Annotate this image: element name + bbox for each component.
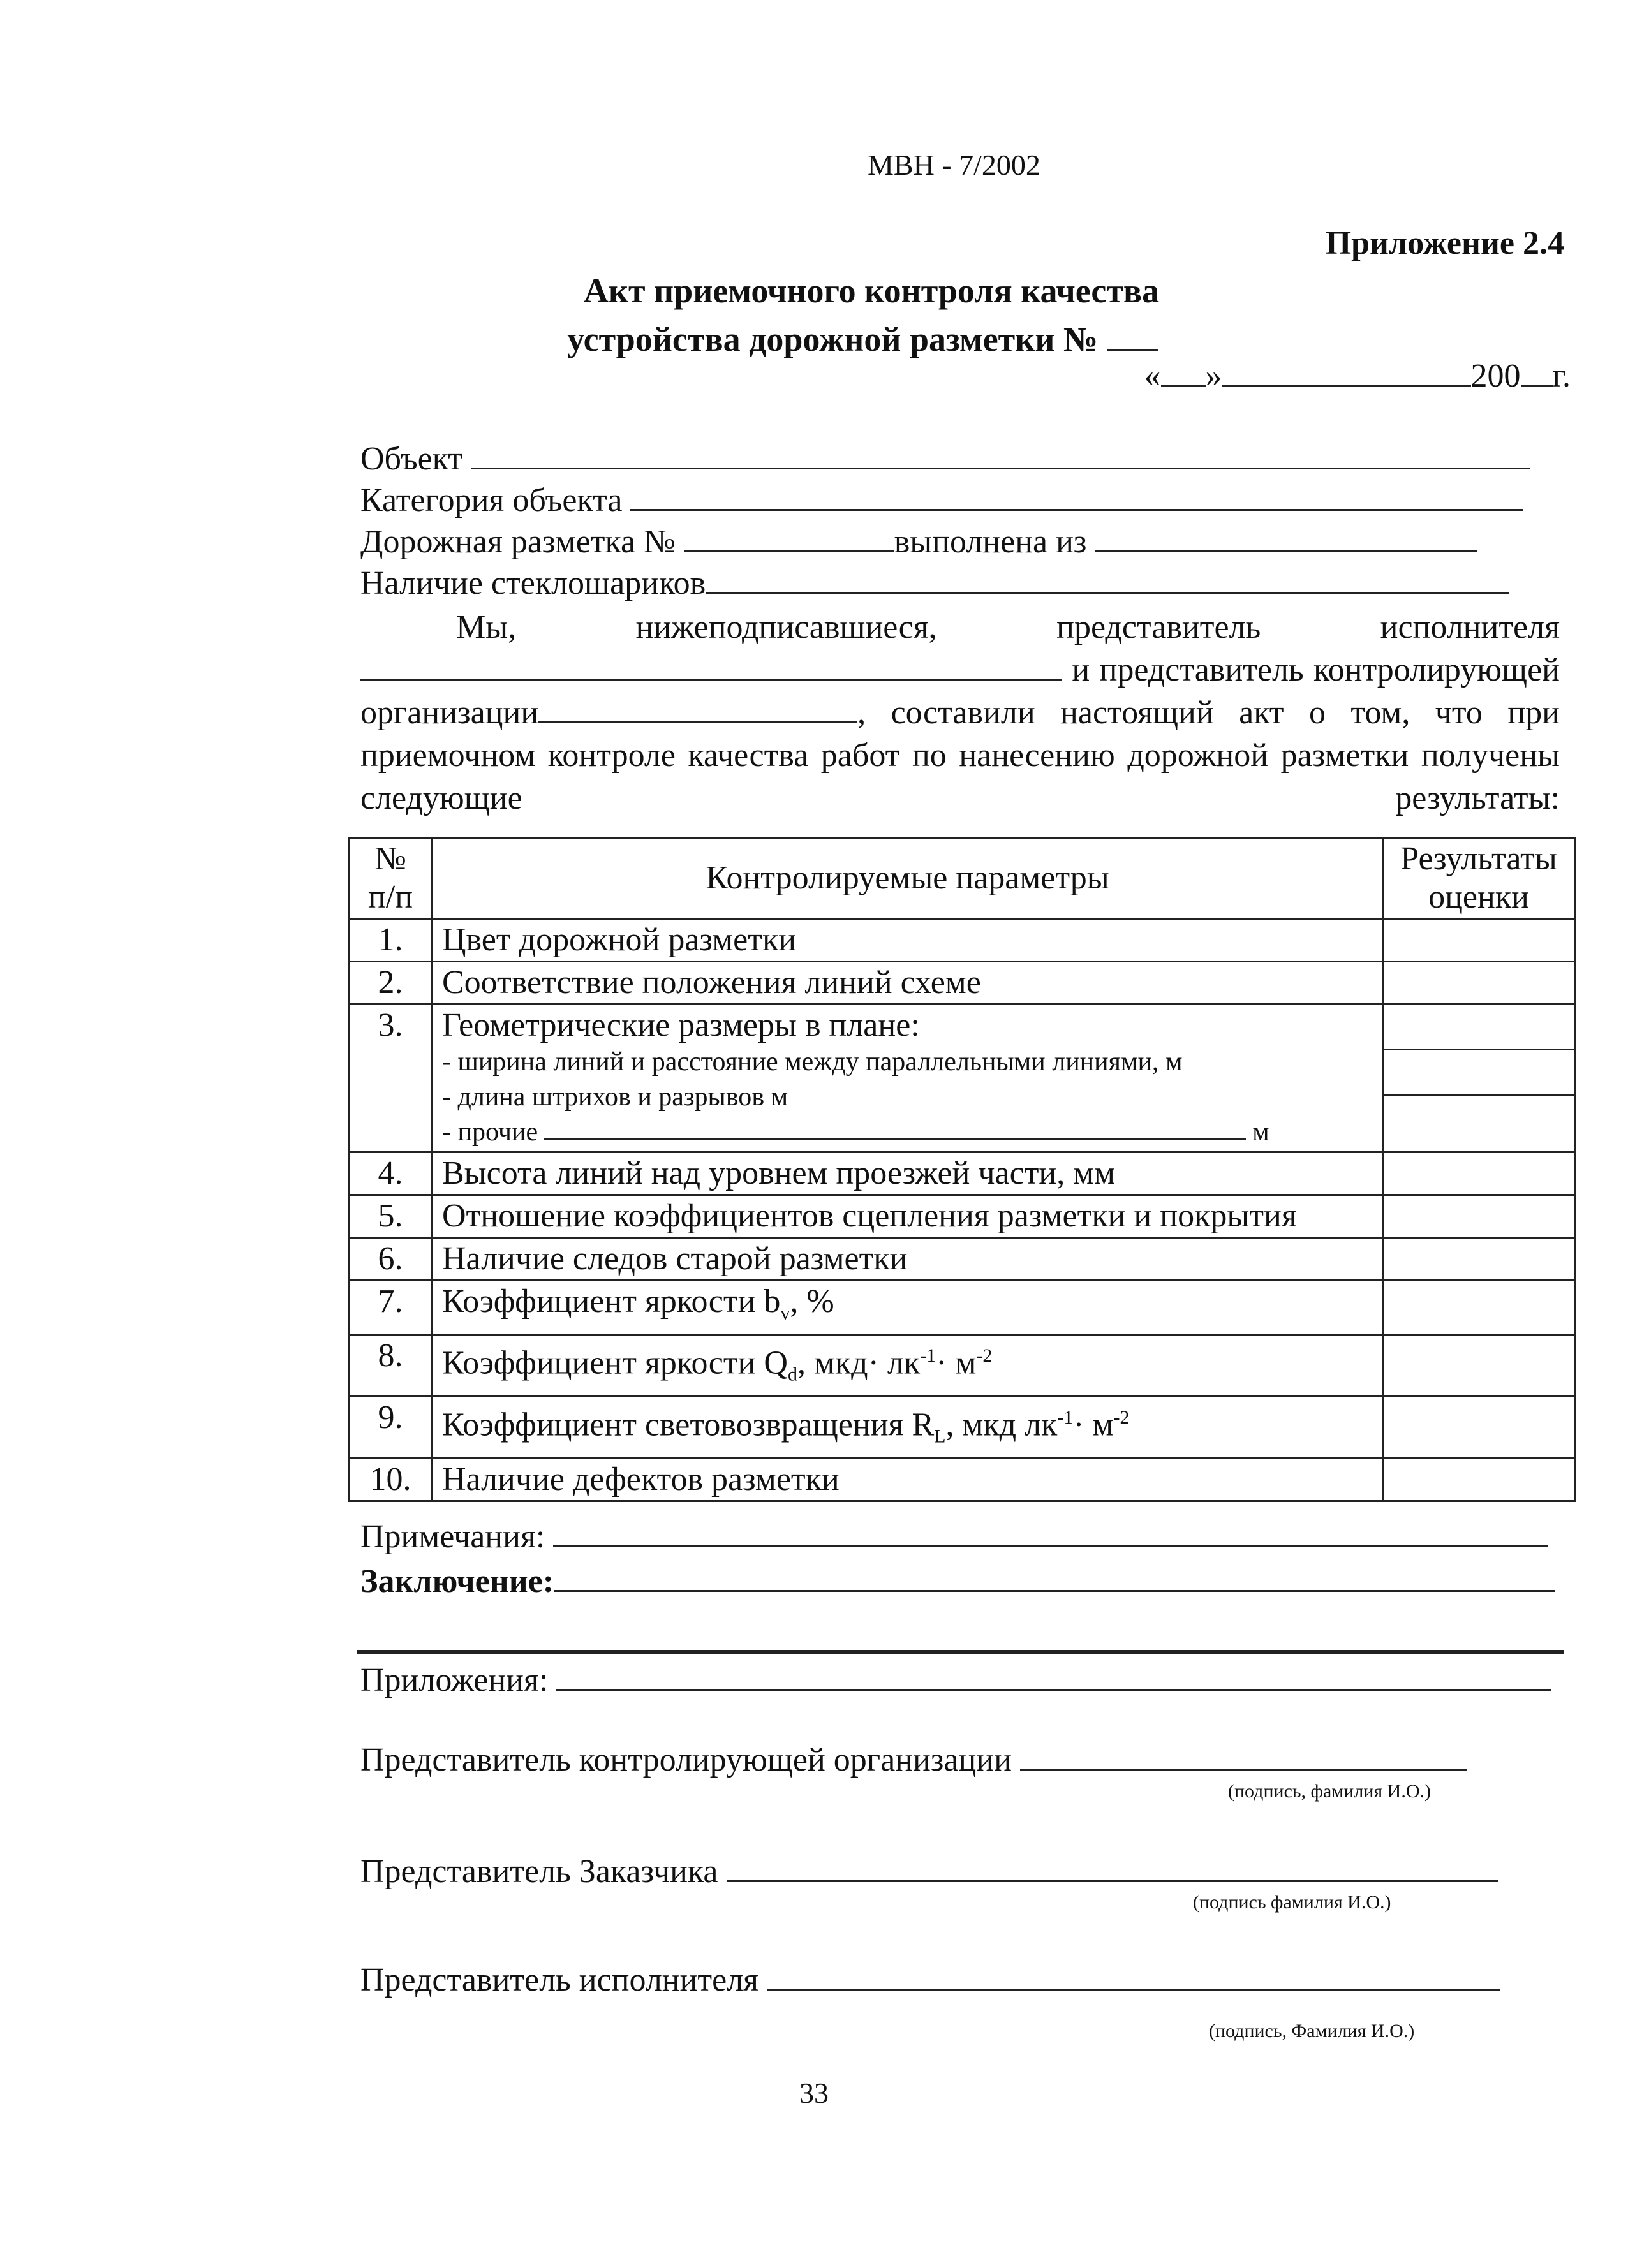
- row-number: 2.: [349, 962, 433, 1005]
- param-tail-2: · м: [936, 1344, 977, 1381]
- control-org-blank: [538, 696, 857, 723]
- param-tail: , %: [790, 1283, 834, 1320]
- year-suffix: г.: [1552, 358, 1571, 394]
- act-number-blank: [1107, 323, 1158, 351]
- row-number: 4.: [349, 1152, 433, 1195]
- conclusion-blank: [554, 1565, 1555, 1592]
- object-label: Объект: [360, 441, 463, 477]
- conclusion-field: [360, 1563, 1555, 1600]
- para-rest: , составили настоящий акт о том, что при приемочном контроле качества работ по нанесению дорожной разметки получены следующие результаты:: [360, 695, 1560, 816]
- table-row: [349, 1005, 1575, 1152]
- made-from-label: выполнена из: [894, 524, 1087, 560]
- date-open-quote: «: [1144, 358, 1161, 394]
- row-number: 1.: [349, 919, 433, 962]
- param-tail: , мкд· лк: [797, 1344, 921, 1381]
- category-blank: [630, 483, 1523, 511]
- superscript-1: -1: [920, 1345, 936, 1367]
- superscript-2: -2: [976, 1345, 993, 1367]
- param-tail: , мкд лк: [945, 1406, 1058, 1443]
- attachments-label: Приложения:: [360, 1662, 549, 1698]
- object-blank: [471, 442, 1530, 469]
- title-line-2: [0, 316, 1628, 362]
- signature-contractor: [360, 1961, 1500, 1999]
- conclusion-extra-line: [357, 1650, 1564, 1654]
- row-number: 5.: [349, 1195, 433, 1238]
- customer-signature-line: [727, 1855, 1499, 1882]
- table-row: [349, 1152, 1575, 1195]
- param-text: Коэффициент яркости b: [442, 1283, 781, 1320]
- col-header-result: Результаты оценки: [1383, 838, 1575, 919]
- subscript-v: v: [780, 1302, 790, 1324]
- signature-control-org: [360, 1741, 1467, 1779]
- result-slot: [1384, 1050, 1574, 1096]
- customer-label: Представитель Заказчика: [360, 1853, 718, 1890]
- glass-beads-label: Наличие стеклошариков: [360, 565, 706, 601]
- row-parameter: Соответствие положения линий схеме: [433, 962, 1383, 1005]
- control-parameters-table: [348, 837, 1576, 1502]
- para-and: и представитель контролирующей организации: [360, 652, 1560, 731]
- subscript-d: d: [787, 1364, 797, 1386]
- row-number: 7.: [349, 1281, 433, 1335]
- year-prefix: 200: [1470, 358, 1521, 394]
- param-text: Коэффициент яркости Q: [442, 1344, 788, 1381]
- date-line: [1144, 357, 1571, 395]
- table-row: [349, 1458, 1575, 1501]
- document-code: МВН - 7/2002: [868, 149, 1040, 181]
- marking-no-blank: [684, 525, 894, 552]
- row-parameter: Наличие следов старой разметки: [433, 1238, 1383, 1281]
- row-number: 10.: [349, 1458, 433, 1501]
- contractor-rep-blank: [360, 653, 1062, 681]
- col-header-parameter: Контролируемые параметры: [433, 838, 1383, 919]
- table-row: [349, 1281, 1575, 1335]
- row-number: 6.: [349, 1238, 433, 1281]
- table-row: [349, 1397, 1575, 1459]
- glass-beads-blank: [706, 566, 1509, 594]
- row-result-cell: [1383, 1397, 1575, 1459]
- row-number: 3.: [349, 1005, 433, 1152]
- row-parameter: [433, 1005, 1383, 1152]
- signature-caption: (подпись, фамилия И.О.): [1228, 1781, 1431, 1802]
- para-line-1: Мы, нижеподписавшиеся, представитель исполнителя: [456, 609, 1560, 645]
- row-result-cell: [1383, 1195, 1575, 1238]
- row-parameter: [433, 1335, 1383, 1397]
- row-result-cell: [1383, 1335, 1575, 1397]
- table-row: [349, 919, 1575, 962]
- remarks-blank: [553, 1520, 1548, 1547]
- row-parameter: Наличие дефектов разметки: [433, 1458, 1383, 1501]
- attachments-field: [360, 1661, 1551, 1699]
- signature-caption: (подпись фамилия И.О.): [1193, 1892, 1391, 1913]
- signature-customer: [360, 1853, 1499, 1890]
- row-parameter: Цвет дорожной разметки: [433, 919, 1383, 962]
- other-blank: [544, 1117, 1246, 1140]
- contractor-label: Представитель исполнителя: [360, 1962, 759, 1998]
- superscript-1: -1: [1057, 1407, 1074, 1429]
- marking-field: [360, 523, 1477, 561]
- title-line-2-text: устройства дорожной разметки №: [567, 320, 1099, 358]
- geometry-heading: Геометрические размеры в плане:: [442, 1007, 920, 1043]
- param-text: Коэффициент световозвращения R: [442, 1406, 935, 1443]
- control-org-label: Представитель контролирующей организации: [360, 1742, 1012, 1778]
- superscript-2: -2: [1113, 1407, 1130, 1429]
- glass-beads-field: [360, 564, 1509, 602]
- contractor-signature-line: [767, 1963, 1500, 1991]
- geometry-sub-other: [442, 1115, 1373, 1150]
- row-result-cell: [1383, 1458, 1575, 1501]
- other-unit: м: [1252, 1117, 1269, 1147]
- table-row: [349, 1238, 1575, 1281]
- control-org-signature-line: [1020, 1743, 1467, 1771]
- row-number: 9.: [349, 1397, 433, 1459]
- row-result-cell: [1383, 919, 1575, 962]
- signature-caption: (подпись, Фамилия И.О.): [1209, 2021, 1415, 2042]
- page-number: 33: [799, 2077, 829, 2109]
- param-tail-2: · м: [1073, 1406, 1114, 1443]
- month-blank: [1222, 359, 1471, 387]
- date-close-quote: »: [1205, 358, 1222, 394]
- remarks-field: [360, 1518, 1548, 1556]
- geometry-sub-dashes: - длина штрихов и разрывов м: [442, 1082, 788, 1112]
- day-blank: [1161, 359, 1206, 387]
- category-field: [360, 482, 1523, 519]
- row-parameter: Высота линий над уровнем проезжей части, мм: [433, 1152, 1383, 1195]
- para-line-2: [360, 649, 1560, 820]
- row-parameter: [433, 1281, 1383, 1335]
- category-label: Категория объекта: [360, 482, 623, 519]
- appendix-label: Приложение 2.4: [1325, 225, 1564, 261]
- other-label: - прочие: [442, 1117, 538, 1147]
- result-slot: [1384, 1096, 1574, 1139]
- table-row: [349, 962, 1575, 1005]
- object-field: [360, 440, 1530, 478]
- result-slot: [1384, 1005, 1574, 1050]
- row-number: 8.: [349, 1335, 433, 1397]
- row-result-cell: [1383, 1152, 1575, 1195]
- geometry-sub-width: - ширина линий и расстояние между параллельными линиями, м: [442, 1047, 1183, 1077]
- intro-paragraph: [360, 606, 1560, 820]
- row-result-cell: [1383, 1005, 1575, 1152]
- year-blank: [1521, 359, 1553, 387]
- row-parameter: Отношение коэффициентов сцепления разметки и покрытия: [433, 1195, 1383, 1238]
- conclusion-label: Заключение:: [360, 1563, 554, 1600]
- row-result-cell: [1383, 962, 1575, 1005]
- table-row: [349, 1195, 1575, 1238]
- row-result-cell: [1383, 1281, 1575, 1335]
- row-parameter: [433, 1397, 1383, 1459]
- row-result-cell: [1383, 1238, 1575, 1281]
- made-from-blank: [1095, 525, 1477, 552]
- subscript-l: L: [934, 1425, 946, 1447]
- marking-no-label: Дорожная разметка №: [360, 524, 676, 560]
- title-line-1: Акт приемочного контроля качества: [583, 272, 1160, 310]
- attachments-blank: [556, 1663, 1551, 1691]
- remarks-label: Примечания:: [360, 1519, 545, 1555]
- col-header-number: № п/п: [349, 838, 433, 919]
- table-row: [349, 1335, 1575, 1397]
